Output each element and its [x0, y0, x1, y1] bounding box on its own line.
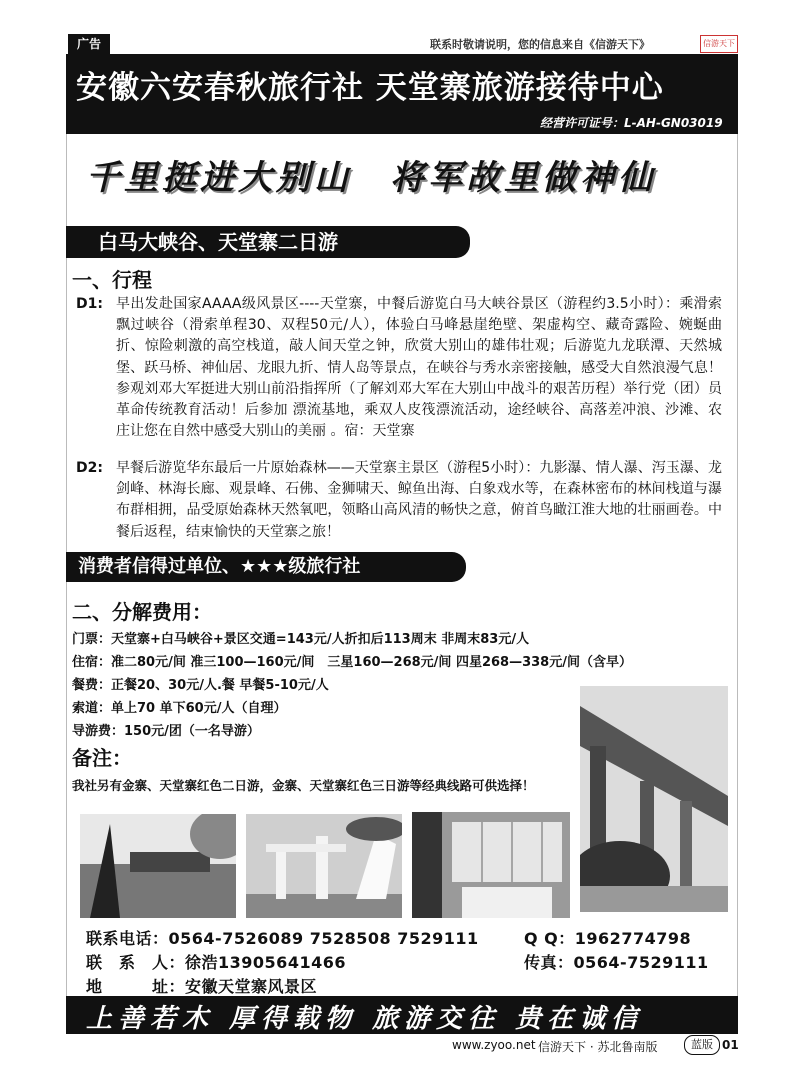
- itinerary-heading: 一、行程: [72, 268, 152, 292]
- fee-row-cableway: [72, 697, 286, 716]
- footer-edition: 信游天下 · 苏北鲁南版: [538, 1040, 658, 1054]
- photo-lake-image: [80, 814, 236, 918]
- contact-fax: [524, 950, 709, 973]
- fee-value: 150元/团（一名导游）: [124, 724, 260, 739]
- contact-person-value: 徐浩13905641466: [185, 953, 346, 972]
- tour-title-bar: 白马大峡谷、天堂寨二日游: [66, 226, 470, 258]
- fees-heading: 二、分解费用：: [72, 600, 212, 624]
- fee-value: 准二80元/间 准三100—160元/间 三星160—268元/间 四星268—338元/间（含早）: [111, 655, 632, 670]
- photo-hotel-room-image: [412, 812, 570, 918]
- day1-text: 早出发赴国家AAAA级风景区----天堂寨，中餐后游览白马大峡谷景区（游程约3.5小时）：乘滑索飘过峡谷（滑索单程30、双程50元/人），体验白马峰悬崖绝壁、架虚构空、藏奇露险、婉蜒曲折、惊险刺激的高空栈道，敲人间天堂之钟，欣赏大别山的雄伟壮观；后游览九龙联潭、天然城堡、跃马桥、神仙居、龙眼九折、情人岛等景点，在峡谷与秀水亲密接触，感受大自然浪漫气息！参观刘邓大军挺进大别山前沿指挥所（了解刘邓大军在大别山中战斗的艰苦历程）举行党（团）员革命传统教育活动！后参加 漂流基地，乘双人皮筏漂流活动，途经峡谷、高落差冲浪、沙滩、农庄让您在自然中感受大别山的美丽 。宿：天堂寨: [116, 296, 722, 440]
- contact-qq: [524, 926, 691, 949]
- photo-bridge-image: [580, 686, 728, 912]
- contact-phone-label: 联系电话：: [86, 929, 169, 948]
- fee-row-meals: [72, 674, 329, 693]
- photo-hotel-room: [412, 812, 570, 918]
- day2-text: 早餐后游览华东最后一片原始森林——天堂寨主景区（游程5小时）：九影瀑、情人瀑、泻玉瀑、龙剑峰、林海长廊、观景峰、石佛、金狮啸天、鲸鱼出海、白象戏水等，在森林密布的林间栈道与瀑布群相拥，品受原始森林天然氧吧，领略山高风清的畅快之意，俯首鸟瞰江淮大地的壮丽画卷。中餐后返程，结束愉快的天堂寨之旅！: [116, 460, 722, 540]
- contact-person-label: 联 系 人：: [86, 953, 186, 972]
- contact-qq-value: 1962774798: [574, 929, 692, 948]
- fee-label: 索道：: [72, 701, 112, 716]
- brand-logo-icon: [700, 35, 738, 53]
- ad-tag: 广告: [68, 34, 110, 54]
- page-number: 01: [722, 1038, 739, 1052]
- day2-label: D2:: [76, 460, 103, 476]
- contact-phone-value: 0564-7526089 7528508 7529111: [168, 929, 479, 948]
- version-badge: 蓝版: [684, 1035, 720, 1055]
- photo-lake: [80, 814, 236, 918]
- fee-label: 门票：: [72, 632, 112, 647]
- fee-value: 天堂寨+白马峡谷+景区交通=143元/人折扣后113周末 非周末83元/人: [111, 632, 530, 647]
- footer-site: www.zyoo.net: [452, 1038, 536, 1052]
- fee-row-lodging: [72, 651, 632, 670]
- fee-label: 餐费：: [72, 678, 112, 693]
- fee-value: 正餐20、30元/人.餐 早餐5-10元/人: [111, 678, 329, 693]
- brand-logo-text: 信游天下: [703, 39, 735, 48]
- contact-fax-value: 0564-7529111: [573, 953, 709, 972]
- contact-address-value: 安徽天堂寨风景区: [185, 977, 318, 996]
- fee-row-tickets: [72, 628, 529, 647]
- photo-archway: [246, 814, 402, 918]
- contact-phone: [86, 926, 479, 949]
- source-notice: 联系时敬请说明，您的信息来自《信游天下》: [430, 38, 650, 51]
- day1-label: D1:: [76, 296, 103, 312]
- contact-qq-label: Q Q：: [524, 929, 575, 948]
- contact-address: [86, 974, 317, 997]
- trust-bar: 消费者信得过单位、★★★级旅行社: [66, 552, 466, 582]
- photo-bridge: [580, 686, 728, 912]
- contact-address-label: 地 址：: [86, 977, 186, 996]
- notes-text: 我社另有金寨、天堂寨红色二日游，金寨、天堂寨红色三日游等经典线路可供选择！: [72, 778, 535, 793]
- contact-person: [86, 950, 346, 973]
- bottom-slogan: 上善若木 厚得载物 旅游交往 贵在诚信: [86, 1004, 644, 1034]
- photo-archway-image: [246, 814, 402, 918]
- fee-label: 导游费：: [72, 724, 125, 739]
- fee-row-guide: [72, 720, 260, 739]
- contact-fax-label: 传真：: [524, 953, 574, 972]
- page-title: 安徽六安春秋旅行社 天堂寨旅游接待中心: [76, 70, 664, 106]
- notes-heading: 备注：: [72, 746, 132, 770]
- license-number: 经营许可证号：L-AH-GN03019: [540, 116, 723, 130]
- top-bar: [0, 32, 800, 54]
- fee-label: 住宿：: [72, 655, 112, 670]
- fee-value: 单上70 单下60元/人（自理）: [111, 701, 287, 716]
- main-slogan: 千里挺进大别山 将军故里做神仙: [86, 158, 656, 198]
